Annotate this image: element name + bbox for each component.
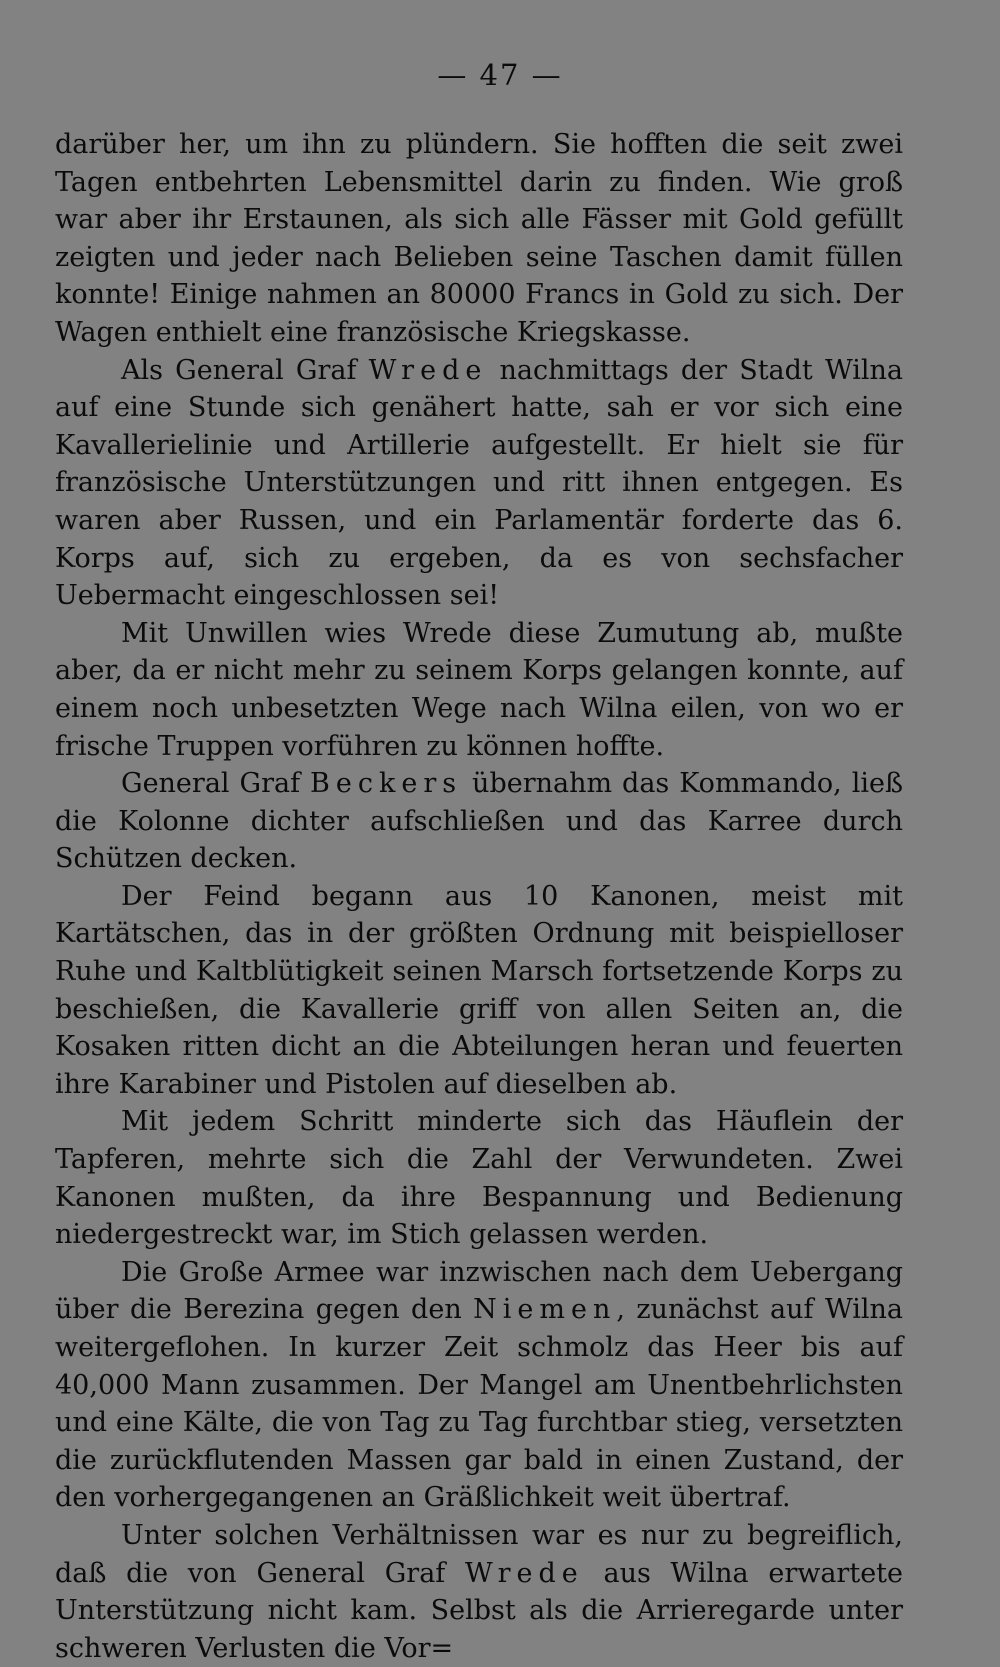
paragraph [55, 352, 903, 615]
paragraph [55, 765, 903, 878]
paragraph-text: Die Große Armee war inzwischen nach dem Uebergang über die Berezina gegen den [55, 1256, 903, 1326]
paragraph-text: übernahm das Kommando, ließ die Kolonne dichter aufschließen und das Karree durch Schützen decken. [55, 768, 903, 875]
paragraph-text: Der Feind begann aus 10 Kanonen, meist mit Kartätschen, das in der größten Ordnung mit beispielloser Ruhe und Kaltblütigkeit seinen Marsch fortsetzende Korps zu beschießen, die Kavallerie griff von allen Seiten an, die Kosaken ritten dicht an die Abteilungen heran und feuerten ihre Karabiner und Pistolen auf dieselben ab. [55, 880, 903, 1100]
paragraph-text: , zunächst auf Wilna weitergeflohen. In kurzer Zeit schmolz das Heer bis auf 40,000 Mann zusammen. Der Mangel am Unentbehrlichsten und eine Kälte, die von Tag zu Tag furchtbar stieg, versetzten die zurückflutenden Massen gar bald in einen Zustand, der den vorhergegangenen an Gräßlichkeit weit übertraf. [55, 1294, 903, 1514]
paragraph [55, 1254, 903, 1517]
emphasized-name: Wrede [465, 1557, 584, 1589]
paragraph-text: Als General Graf [121, 354, 369, 386]
paragraph [55, 1103, 903, 1253]
paragraph [55, 615, 903, 765]
paragraph-text: Mit Unwillen wies Wrede diese Zumutung ab, mußte aber, da er nicht mehr zu seinem Korps gelangen konnte, auf einem noch unbesetzten Wege nach Wilna eilen, von wo er frische Truppen vorführen zu können hoffte. [55, 617, 903, 762]
paragraph-text: General Graf [121, 768, 311, 800]
emphasized-name: Niemen [473, 1294, 617, 1326]
paragraph [55, 1517, 903, 1667]
emphasized-name: Wrede [368, 354, 488, 386]
emphasized-name: Beckers [310, 768, 463, 800]
paragraph-text: darüber her, um ihn zu plündern. Sie hofften die seit zwei Tagen entbehrten Lebensmittel darin zu finden. Wie groß war aber ihr Erstaunen, als sich alle Fässer mit Gold gefüllt zeigten und jeder nach Belieben seine Taschen damit füllen konnte! Einige nahmen an 80000 Francs in Gold zu sich. Der Wagen enthielt eine französische Kriegskasse. [55, 129, 903, 348]
paragraph [55, 878, 903, 1104]
paragraph-text: nachmittags der Stadt Wilna auf eine Stunde sich genähert hatte, sah er vor sich eine Kavallerielinie und Artillerie aufgestellt. Er hielt sie für französische Unterstützungen und ritt ihnen entgegen. Es waren aber Russen, und ein Parlamentär forderte das 6. Korps auf, sich zu ergeben, da es von sechsfacher Uebermacht eingeschlossen sei! [55, 354, 903, 612]
paragraph-text: aus Wilna erwartete Unterstützung nicht kam. Selbst als die Arrieregarde unter schweren Verlusten die Vor= [55, 1557, 903, 1664]
paragraph-text: Unter solchen Verhältnissen war es nur zu begreiflich, daß die von General Graf [55, 1519, 903, 1589]
paragraph [55, 126, 903, 352]
paragraph-text: Mit jedem Schritt minderte sich das Häuflein der Tapferen, mehrte sich die Zahl der Verwundeten. Zwei Kanonen mußten, da ihre Bespannung und Bedienung niedergestreckt war, im Stich gelassen werden. [55, 1106, 903, 1251]
body-text [55, 126, 903, 1667]
page-number: — 47 — [437, 58, 563, 92]
